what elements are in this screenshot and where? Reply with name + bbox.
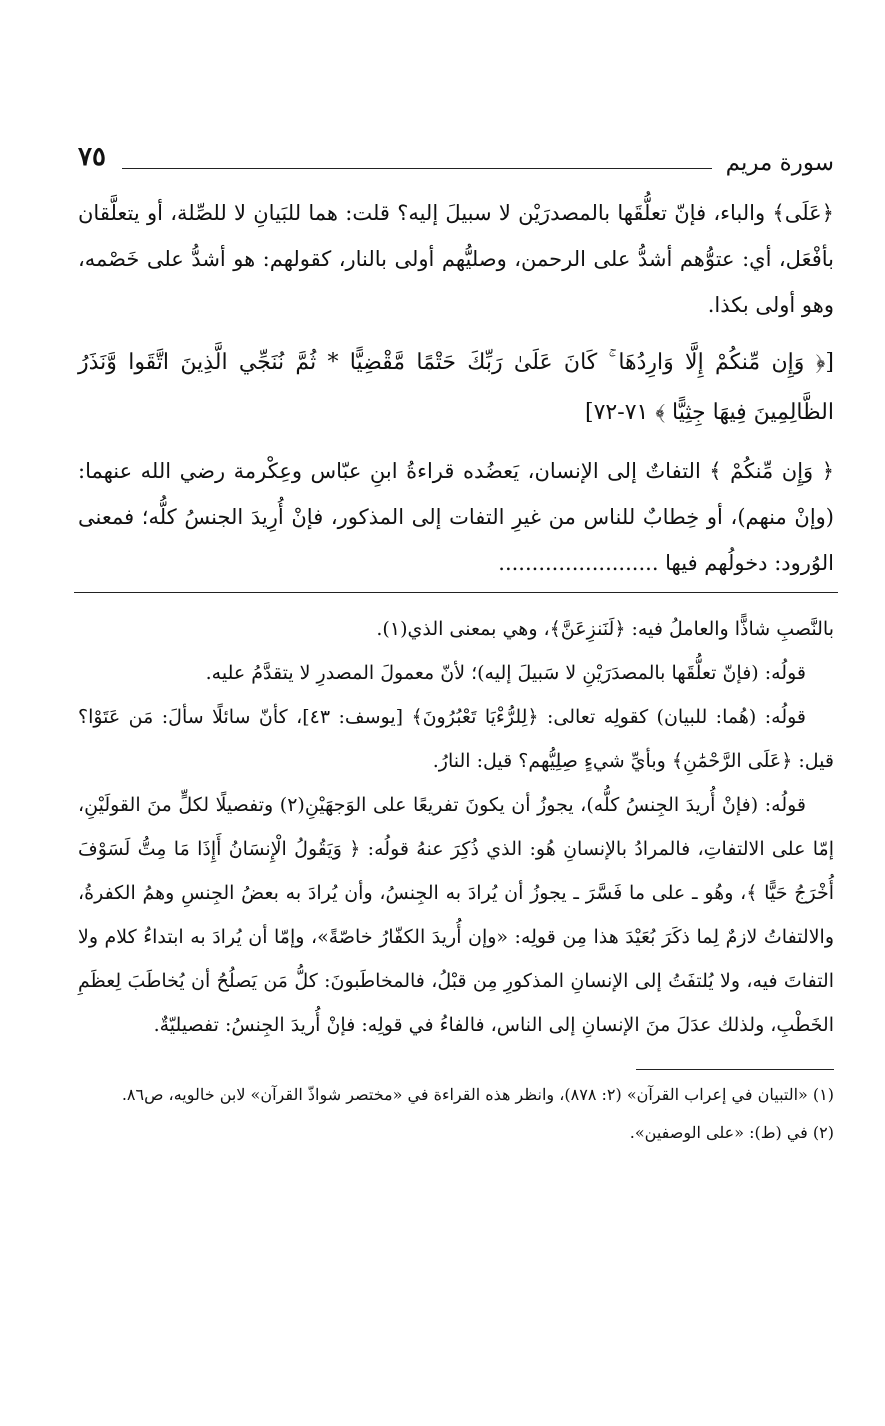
quran-verse: [﴿ وَإِن مِّنكُمْ إِلَّا وَارِدُهَا ۚ كَانَ عَلَىٰ رَبِّكَ حَتْمًا مَّقْضِيًّا * ثُمَّ نُنَجِّي الَّذِينَ اتَّقَوا وَّنَذَرُ الظَّالِمِينَ فِيهَا جِثِيًّا ﴾ ٧١-٧٢] — [78, 350, 834, 425]
surah-name: سورة مريم — [725, 150, 834, 176]
main-paragraph: ﴿ وَإِن مِّنكُمْ ﴾ التفاتٌ إلى الإنسان، يَعضُده قراءةُ ابنِ عبّاس وعِكْرمة رضي الله عنهما: (وإنْ منهم)، أو خِطابٌ للناس من غيرِ التفات إلى المذكور، فإنْ أُرِيدَ الجنسُ كلُّه؛ فمعنى الوُرود: دخولُهم فيها ........................ — [78, 459, 834, 575]
main-text — [78, 190, 834, 586]
page-header — [78, 130, 834, 190]
commentary-paragraph: قولُه: (هُما: للبيان) كقولِه تعالى: ﴿لِلرُّءْيَا تَعْبُرُونَ﴾ [يوسف: ٤٣]، كأنّ سائلًا سألَ: مَن عَتَوْا؟ قيل: ﴿عَلَى الرَّحْمَٰنِ﴾ وبأيِّ شيءٍ صِلِيُّهم؟ قيل: النارُ. — [78, 706, 834, 772]
footnote: (١) «التبيان في إعراب القرآن» (٢: ٨٧٨)، وانظر هذه القراءة في «مختصر شواذّ القرآن» لابن خالويه، ص٨٦. — [121, 1085, 834, 1104]
footnote-separator — [636, 1069, 834, 1070]
commentary-paragraph: قولُه: (فإنْ أُريدَ الجِنسُ كلُّه)، يجوزُ أن يكونَ تفريعًا على الوَجهَيْنِ(٢) وتفصيلًا لكلٍّ منَ القولَيْنِ، إمّا على الالتفاتِ، فالمرادُ بالإنسانِ هُو: الذي ذُكِرَ عنهُ قولُه: ﴿ وَيَقُولُ الْإِنسَانُ أَإِذَا مَا مِتُّ لَسَوْفَ أُخْرَجُ حَيًّا ﴾، وهُو ـ على ما فَسَّرَ ـ يجوزُ أن يُرادَ به الجِنسُ، وأن يُرادَ به بعضُ الجِنسِ وهمُ الكفرةُ، والالتفاتُ لازمٌ لِما ذكَرَ بُعَيْدَ هذا مِن قولِه: «وإن أُريدَ الكفّارُ خاصّةً»، وإمّا أن يُرادَ به ابتداءُ كلام ولا التفاتَ فيه، ولا يُلتفَتُ إلى الإنسانِ المذكورِ مِن قبْلُ، فالمخاطَبونَ: كلُّ مَن يَصلُحُ أن يُخاطَبَ لِعظَمِ الخَطْبِ، ولذلك عدَلَ منَ الإنسانِ إلى الناس، فالفاءُ في قولِه: فإنْ أُريدَ الجِنسُ: تفصيليّةٌ. — [78, 794, 834, 1036]
page — [78, 130, 834, 1152]
footnote: (٢) في (ط): «على الوصفين». — [629, 1123, 834, 1142]
commentary-separator — [74, 592, 838, 593]
commentary-paragraph: قولُه: (فإنّ تعلُّقَها بالمصدَرَيْنِ لا سَبيلَ إليه)؛ لأنّ معمولَ المصدرِ لا يتقدَّمُ عليه. — [205, 662, 806, 684]
footnotes — [78, 1076, 834, 1152]
commentary-text — [78, 607, 834, 1047]
page-number: ٧٥ — [78, 142, 106, 172]
commentary-paragraph: بالنَّصبِ شاذًّا والعاملُ فيه: ﴿لَنَنزِعَنَّ﴾، وهي بمعنى الذي(١). — [376, 618, 834, 640]
header-rule — [122, 168, 712, 169]
main-paragraph: ﴿عَلَى﴾ والباء، فإنّ تعلُّقَها بالمصدرَيْن لا سبيلَ إليه؟ قلت: هما للبَيانِ لا للصِّلة، أو يتعلَّقان بأفْعَل، أي: عتوُّهم أشدُّ على الرحمن، وصليُّهم أولى بالنار، كقولهم: هو أشدُّ على خَصْمه، وهو أولى بكذا. — [78, 201, 834, 317]
